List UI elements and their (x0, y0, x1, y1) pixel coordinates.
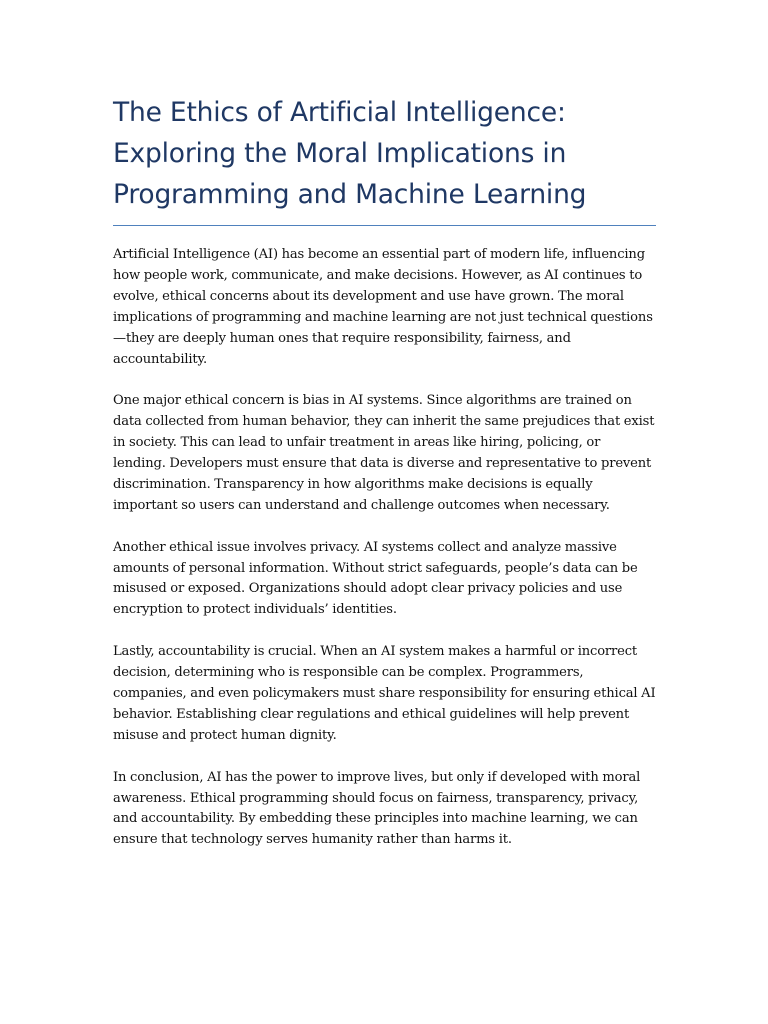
document-title: The Ethics of Artificial Intelligence: Exploring the Moral Implications in Programming and Machine Learning (113, 92, 656, 226)
document-page (113, 92, 656, 872)
paragraph-privacy: Another ethical issue involves privacy. AI systems collect and analyze massive amounts of personal information. Without strict safeguards, people’s data can be misused or exposed. Organizations should adopt clear privacy policies and use encryption to protect individuals’ identities. (113, 539, 638, 618)
document-body (113, 245, 656, 851)
paragraph-bias: One major ethical concern is bias in AI systems. Since algorithms are trained on data collected from human behavior, they can inherit the same prejudices that exist in society. This can lead to unfair treatment in areas like hiring, policing, or lending. Developers must ensure that data is diverse and representative to prevent discrimination. Transparency in how algorithms make decisions is equally important so users can understand and challenge outcomes when necessary. (113, 393, 655, 513)
paragraph-accountability: Lastly, accountability is crucial. When an AI system makes a harmful or incorrect decision, determining who is responsible can be complex. Programmers, companies, and even policymakers must share responsibility for ensuring ethical AI behavior. Establishing clear regulations and ethical guidelines will help prevent misuse and protect human dignity. (113, 644, 656, 743)
paragraph-conclusion: In conclusion, AI has the power to improve lives, but only if developed with moral awareness. Ethical programming should focus on fairness, transparency, privacy, and accountability. By embedding these principles into machine learning, we can ensure that technology serves humanity rather than harms it. (113, 769, 641, 848)
paragraph-introduction: Artificial Intelligence (AI) has become an essential part of modern life, influencing how people work, communicate, and make decisions. However, as AI continues to evolve, ethical concerns about its development and use have grown. The moral implications of programming and machine learning are not just technical questions—they are deeply human ones that require responsibility, fairness, and accountability. (113, 247, 653, 367)
